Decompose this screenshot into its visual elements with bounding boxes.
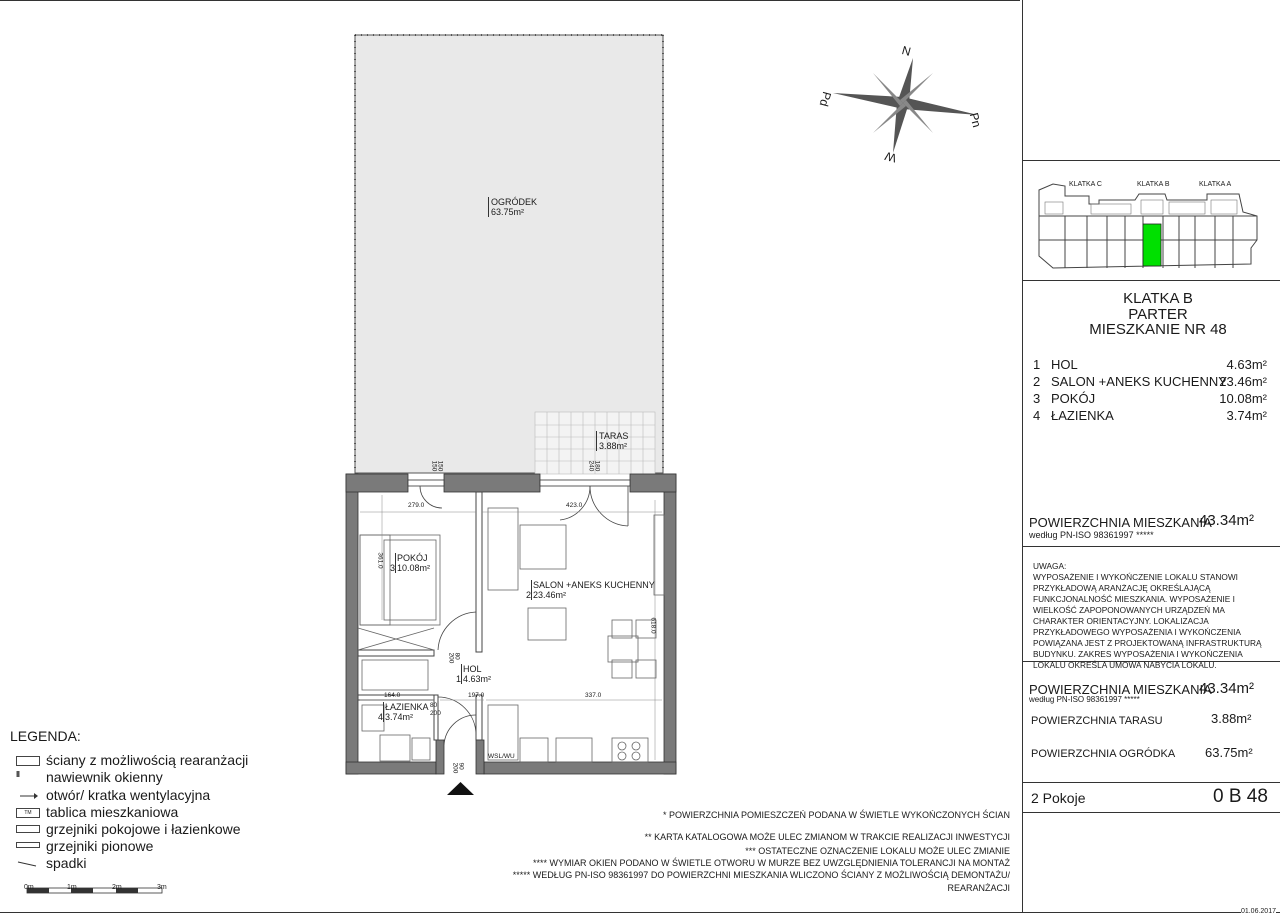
- keyplan-klatka-b: KLATKA B: [1137, 181, 1170, 188]
- dim-164: 164.0: [384, 692, 401, 699]
- summary-ogrodka-label: POWIERZCHNIA OGRÓDKA: [1031, 748, 1176, 760]
- summary-ogrodka-value: 63.75m²: [1205, 745, 1253, 760]
- area-sub: według PN-ISO 98361997 *****: [1029, 530, 1154, 540]
- footnote-2: ** KARTA KATALOGOWA MOŻE ULEC ZMIANOM W TRAKCIE REALIZACJI INWESTYCJI: [644, 832, 1010, 842]
- scale-2: 2m: [112, 884, 122, 891]
- footnote-6: REARANŻACJI: [947, 883, 1010, 893]
- dim-423: 423.0: [566, 502, 583, 509]
- apartment-highlight: [1143, 224, 1161, 266]
- window-vent-icon: [16, 769, 38, 777]
- summary-mieszkania-sub: według PN-ISO 98361997 *****: [1029, 695, 1140, 704]
- rooms-count: 2 Pokoje: [1031, 790, 1086, 806]
- footnote-5: ***** WEDŁUG PN-ISO 98361997 DO POWIERZCHNI MIESZKANIA WLICZONO ŚCIANY Z MOŻLIWOŚCIĄ DEMONTAŻU/: [512, 870, 1010, 880]
- salon-label: 2SALON +ANEKS KUCHENNY 23.46m²: [526, 580, 655, 600]
- compass-west-label: Pd: [816, 90, 835, 108]
- summary-tarasu-label: POWIERZCHNIA TARASU: [1031, 715, 1163, 727]
- compass-rose-icon: [820, 40, 990, 170]
- scale-3: 3m: [157, 884, 167, 891]
- vertical-radiator-icon: [16, 842, 40, 848]
- room-row: 4 ŁAZIENKA 3.74m²: [1033, 408, 1267, 423]
- info-panel: [1022, 0, 1280, 912]
- summary-tarasu-value: 3.88m²: [1211, 711, 1252, 726]
- area-value: 43.34m²: [1199, 512, 1255, 529]
- taras-label: TARAS 3.88m²: [596, 431, 628, 451]
- slope-icon: [16, 859, 38, 867]
- radiator-icon: [16, 825, 40, 833]
- footnote-1: * POWIERZCHNIA POMIESZCZEŃ PODANA W ŚWIETLE WYKOŃCZONYCH ŚCIAN: [662, 810, 1010, 820]
- scale-0: 0m: [24, 884, 34, 891]
- keyplan-klatka-c: KLATKA C: [1069, 181, 1102, 188]
- compass-east-label: Pn: [966, 111, 985, 129]
- keyplan-klatka-a: KLATKA A: [1199, 181, 1232, 188]
- summary-mieszkania-value: 43.34m²: [1199, 680, 1255, 697]
- header-floor: PARTER: [1128, 306, 1188, 323]
- wsl-label: WSL/WU: [488, 753, 515, 760]
- room-row: 2 SALON +ANEKS KUCHENNY 23.46m²: [1033, 374, 1267, 389]
- compass-south-label: W: [883, 148, 898, 166]
- area-label: POWIERZCHNIA MIESZKANIA: [1029, 515, 1212, 530]
- dim-361: 361.0: [376, 552, 384, 569]
- window2-dim: 180 240: [587, 460, 601, 472]
- door1-dim: 80 200: [447, 652, 461, 664]
- wall-rearrange-icon: [16, 756, 40, 766]
- footnote-3: *** OSTATECZNE OZNACZENIE LOKALU MOŻE ULEC ZMIANIE: [745, 846, 1010, 856]
- door3-dim: 90 200: [451, 762, 465, 774]
- hol-label: 1HOL 4.63m²: [456, 664, 492, 684]
- scale-1: 1m: [67, 884, 77, 891]
- lazienka-label: 4ŁAZIENKA 3.74m²: [378, 702, 429, 722]
- apartment-code: 0 B 48: [1213, 786, 1268, 807]
- header-klatka: KLATKA B: [1123, 290, 1193, 307]
- tablica-icon: TM: [16, 808, 40, 818]
- notes-text: WYPOSAŻENIE I WYKOŃCZENIE LOKALU STANOWI PRZYKŁADOWĄ ARANŻACJĘ OKREŚLAJĄCĄ FUNKCJONALNOŚĆ MIESZKANIA. WYPOSAŻENIE I WIELKOŚĆ ZAPOPONOWANYCH URZĄDZEŃ MA CHARAKTER ORIENTACYJNY. LOKALIZACJA PRZYKŁADOWEGO WYPOSAŻENIA I WYKOŃCZENIA POWIĄZANA JEST Z PROJEKTOWANĄ INFRASTRUKTURĄ BUDYNKU. ZAKRES WYPOSAŻENIA I WYKOŃCZENIA LOKALU OKREŚLA UMOWA NABYCIA LOKALU.: [1033, 572, 1262, 670]
- bottom-border: [0, 912, 1280, 913]
- ogrodek-label: OGRÓDEK 63.75m²: [488, 197, 537, 217]
- dim-279: 279.0: [408, 502, 425, 509]
- scale-bar: [26, 884, 171, 898]
- dim-618: 618.0: [649, 617, 657, 634]
- notes: [1033, 561, 1273, 671]
- room-row: 1 HOL 4.63m²: [1033, 357, 1267, 372]
- header-apartment: MIESZKANIE NR 48: [1089, 321, 1227, 338]
- legend-title: LEGENDA:: [10, 728, 81, 744]
- dim-337: 337.0: [585, 692, 602, 699]
- compass-north-label: N: [900, 43, 913, 59]
- footnote-4: **** WYMIAR OKIEN PODANO W ŚWIETLE OTWORU W MURZE BEZ UWZGLĘDNIENIA TOLERANCJI NA MONTAŻ: [532, 858, 1010, 868]
- notes-title: UWAGA:: [1033, 561, 1067, 571]
- summary-mieszkania-label: POWIERZCHNIA MIESZKANIA: [1029, 682, 1212, 697]
- ventilation-icon: [16, 791, 38, 799]
- key-plan: [1029, 176, 1277, 272]
- room-row: 3 POKÓJ 10.08m²: [1033, 391, 1267, 406]
- dim-197: 197.0: [468, 692, 485, 699]
- window1-dim: 150 150: [430, 460, 444, 472]
- door2-dim: 80 200: [430, 702, 441, 717]
- date-stamp: 01.06.2017: [1240, 908, 1276, 915]
- pokoj-label: 3POKÓJ 10.08m²: [390, 553, 431, 573]
